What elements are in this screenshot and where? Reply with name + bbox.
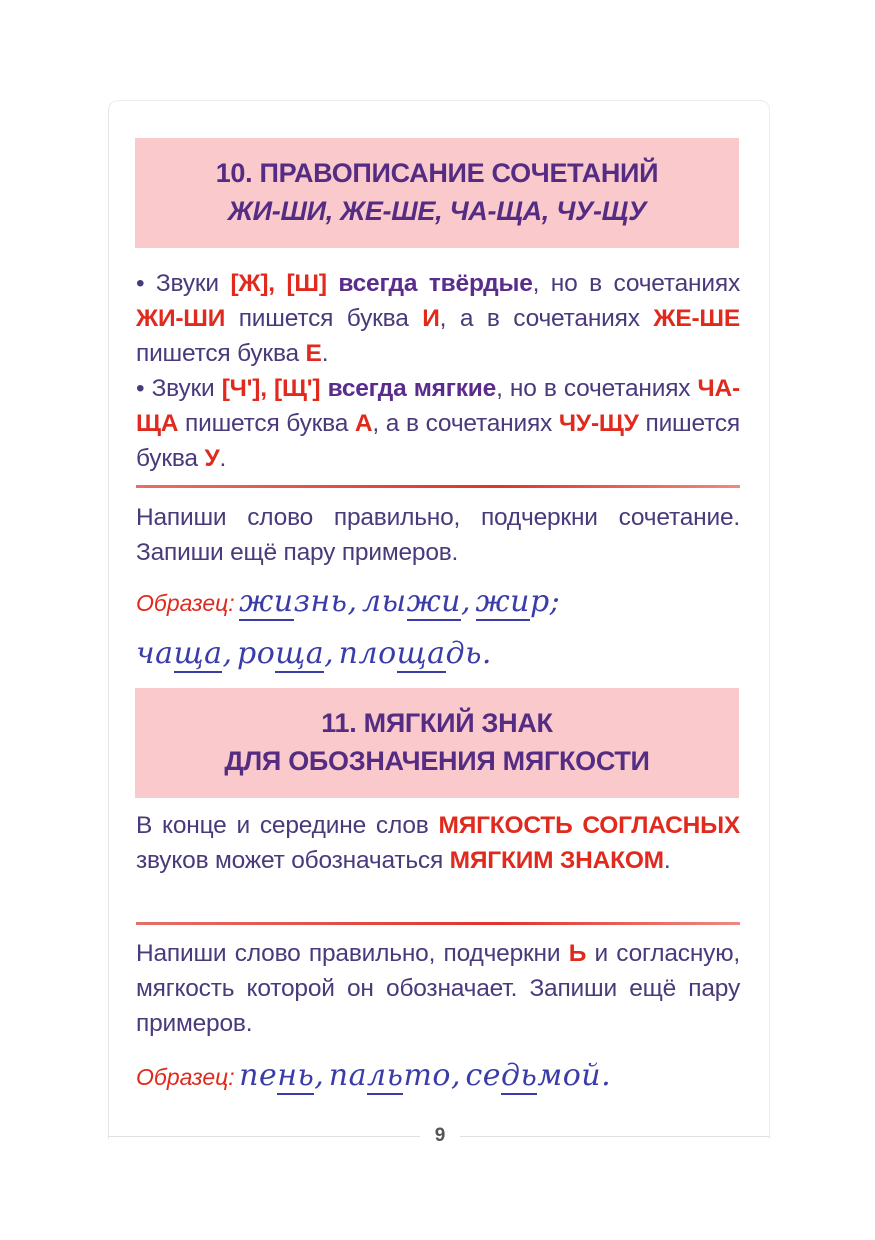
rule-hard-sounds: • Звуки [Ж], [Ш] всегда твёрдые, но в сочетаниях ЖИ-ШИ пишется буква И, а в сочетаниях ЖЕ-ШЕ пишется буква Е.	[136, 270, 740, 367]
divider-section-11	[136, 922, 740, 925]
section-10-sample-line-2	[136, 630, 756, 683]
sample-word: лыжи,	[362, 584, 472, 619]
section-11-sample	[136, 1052, 756, 1105]
sample-label: Образец:	[136, 1064, 235, 1090]
section-10-header	[135, 138, 739, 248]
sample-label: Образец:	[136, 590, 235, 616]
section-10-sample-line-1	[136, 578, 756, 631]
section-11-title: 11. МЯГКИЙ ЗНАК	[321, 708, 553, 738]
divider-section-10	[136, 485, 740, 488]
sample-word: роща,	[236, 636, 335, 671]
sample-word: площадь.	[338, 636, 492, 671]
section-10-subtitle: ЖИ-ШИ, ЖЕ-ШЕ, ЧА-ЩА, ЧУ-ЩУ	[227, 196, 647, 226]
section-10-task: Напиши слово правильно, подчеркни сочетание. Запиши ещё пару примеров.	[136, 504, 740, 566]
section-11-rule: В конце и середине слов МЯГКОСТЬ СОГЛАСНЫХ звуков может обозначаться МЯГКИМ ЗНАКОМ.	[136, 812, 740, 874]
sample-word: пень,	[239, 1058, 325, 1093]
sample-word: седьмой.	[465, 1058, 612, 1093]
section-10-title: 10. ПРАВОПИСАНИЕ СОЧЕТАНИЙ	[215, 158, 659, 188]
section-11-task: Напиши слово правильно, подчеркни Ь и согласную, мягкость которой он обозначает. Запиши ещё пару примеров.	[136, 940, 740, 1037]
rule-soft-sounds: • Звуки [Ч'], [Щ'] всегда мягкие, но в сочетаниях ЧА-ЩА пишется буква А, а в сочетаниях ЧУ-ЩУ пишется буква У.	[136, 375, 740, 472]
page-number: 9	[420, 1125, 460, 1147]
sample-word: чаща,	[136, 636, 233, 671]
section-11-header	[135, 688, 739, 798]
sample-word: жир;	[475, 584, 561, 619]
section-10-rules	[136, 266, 740, 476]
section-11-subtitle: ДЛЯ ОБОЗНАЧЕНИЯ МЯГКОСТИ	[224, 746, 650, 776]
sample-word: пальто,	[328, 1058, 461, 1093]
sample-word: жизнь,	[239, 584, 358, 619]
